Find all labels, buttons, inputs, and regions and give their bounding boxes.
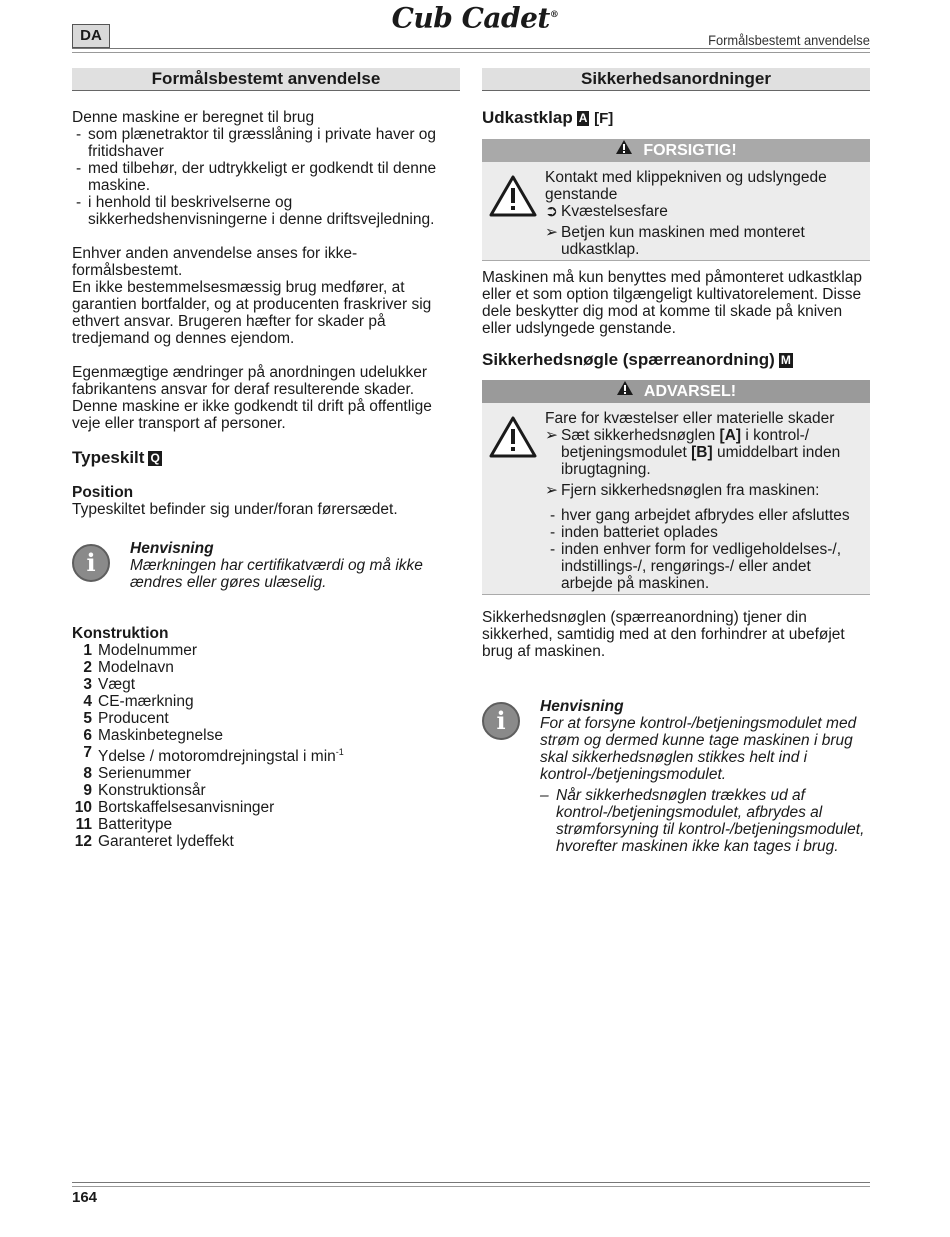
item-number: 9	[83, 782, 92, 800]
footer-rule-thin	[72, 1186, 870, 1187]
typeskilt-heading	[72, 449, 460, 466]
list-item	[72, 727, 460, 744]
caution-label: FORSIGTIG!	[643, 142, 737, 159]
brand-logo	[385, 0, 565, 35]
position-text: Typeskiltet befinder sig under/foran førersædet.	[72, 501, 398, 518]
list-item: - med tilbehør, der udtrykkeligt er godkendt til denne maskine.	[72, 160, 460, 194]
header-rule	[72, 48, 870, 49]
list-item	[72, 744, 460, 765]
list-item: - hver gang arbejdet afbrydes eller afsluttes	[545, 507, 862, 524]
logo-registered-mark: ®	[549, 10, 559, 20]
item-label	[98, 744, 344, 765]
item-number: 11	[75, 816, 92, 834]
list-item	[72, 659, 460, 676]
item-label: Modelnummer	[98, 642, 198, 659]
item-label: Konstruktionsår	[98, 782, 206, 800]
list-item	[72, 642, 460, 659]
item-number: 4	[83, 693, 92, 710]
intro-text: Denne maskine er beregnet til brug	[72, 109, 315, 126]
warning-action	[545, 427, 862, 478]
arrow-right-icon: ➢	[545, 224, 558, 241]
arrow-right-icon: ➢	[545, 427, 558, 444]
arrow-right-icon: ➲	[545, 203, 558, 220]
item-label: Vægt	[98, 676, 136, 693]
warning-triangle-icon	[488, 415, 538, 459]
caution-text: Kontakt med klippekniven og udslyngede genstande	[545, 169, 827, 203]
note-text: Mærkningen har certifikatværdi og må ikke ændres eller gøres ulæselig.	[130, 557, 423, 591]
footer-rule	[72, 1182, 870, 1183]
list-item	[72, 782, 460, 799]
warning-triangle-icon	[616, 380, 634, 396]
warning-action	[545, 482, 862, 499]
warning-label: ADVARSEL!	[643, 383, 737, 400]
paragraph: En ikke bestemmelsesmæssig brug medfører, at garantien bortfalder, og at producenten fraskriver sig ethvert ansvar. Brugeren hæfter for skader på tredjemand og dennes ejendom.	[72, 279, 432, 347]
action-text-part: i kontrol-/ betjeningsmodulet	[561, 427, 810, 461]
list-item	[72, 676, 460, 693]
consequence-text: Kvæstelsesfare	[561, 203, 668, 220]
action-text-part: umiddelbart inden ibrugtagning.	[561, 444, 841, 478]
header-section-name: Formålsbestemt anvendelse	[708, 32, 870, 48]
warning-body	[482, 403, 870, 595]
item-number: 1	[83, 642, 92, 659]
paragraph: Maskinen må kun benyttes med påmonteret udkastklap eller et som option tilgængeligt kultivatorelement. Disse dele beskytter dig mod at komme til skade på kniven eller udslyngede genstande.	[482, 269, 862, 337]
note-title: Henvisning	[130, 540, 214, 557]
item-label: Garanteret lydeffekt	[98, 833, 234, 851]
note-box-left	[72, 540, 460, 591]
item-number: 5	[83, 710, 92, 727]
list-item	[72, 710, 460, 727]
caution-action	[545, 224, 862, 258]
list-item	[72, 693, 460, 710]
action-text-part: Sæt sikkerhedsnøglen	[561, 427, 716, 444]
item-number: 6	[83, 727, 92, 744]
note-subitem: – Når sikkerhedsnøglen trækkes ud af kontrol-/betjeningsmodulet, afbrydes al strømforsyning til kontrol-/betjeningsmodulet, hvorefter maskinen ikke kan tages i brug.	[540, 787, 870, 855]
list-item: - inden enhver form for vedligeholdelses-/, indstillings-/, rengørings-/ eller andet arbejde på maskinen.	[545, 541, 862, 592]
page-number: 164	[72, 1189, 98, 1206]
list-item: - som plænetraktor til græsslåning i private haver og fritidshaver	[72, 126, 460, 160]
key-label-m: M	[780, 353, 791, 367]
item-label: Producent	[98, 710, 169, 727]
paragraph: Denne maskine er ikke godkendt til drift på offentlige veje eller transport af personer.	[72, 398, 432, 432]
item-number: 3	[83, 676, 92, 693]
list-item	[72, 765, 460, 782]
udkastklap-ref: [F]	[594, 110, 614, 127]
caution-consequence	[545, 203, 862, 220]
item-label: CE-mærkning	[98, 693, 194, 710]
key-label-q: Q	[150, 451, 160, 465]
info-icon: i	[482, 702, 520, 740]
item-number: 12	[74, 833, 92, 851]
item-label: Bortskaffelsesanvisninger	[98, 799, 275, 817]
warning-list	[545, 507, 862, 592]
key-ref-b: [B]	[691, 444, 713, 461]
paragraph: Egenmægtige ændringer på anordningen udelukker fabrikantens ansvar for deraf resulterende skader.	[72, 364, 428, 398]
item-label: Batteritype	[98, 816, 173, 834]
konstruktion-heading: Konstruktion	[72, 625, 169, 642]
logo-text: Cub Cadet	[391, 1, 550, 35]
item-label-text: Ydelse / motoromdrejningstal i min	[98, 748, 336, 766]
konstruktion-list	[72, 642, 460, 850]
sikkerhedsnoegle-title: Sikkerhedsnøgle (spærreanordning)	[482, 350, 775, 369]
udkastklap-title: Udkastklap	[482, 108, 573, 127]
left-column	[72, 68, 460, 850]
action-text: Betjen kun maskinen med monteret udkastklap.	[561, 224, 805, 258]
intro-list	[72, 126, 460, 228]
caution-header	[482, 139, 870, 162]
header-rule-thin	[72, 52, 870, 53]
warning-box	[482, 380, 870, 595]
list-item: - i henhold til beskrivelserne og sikkerhedshenvisningerne i denne driftsvejledning.	[72, 194, 460, 228]
note-box-right	[482, 698, 870, 855]
info-icon: i	[72, 544, 110, 582]
section-title-left: Formålsbestemt anvendelse	[72, 68, 460, 91]
note-title: Henvisning	[540, 698, 624, 715]
item-number: 10	[74, 799, 92, 817]
typeskilt-title: Typeskilt	[72, 448, 145, 467]
caution-box	[482, 139, 870, 261]
list-item	[72, 799, 460, 816]
item-number: 7	[83, 744, 92, 761]
item-number: 2	[83, 659, 92, 676]
key-ref-a: [A]	[719, 427, 742, 444]
warning-text: Fare for kvæstelser eller materielle skader	[545, 410, 835, 427]
action-text	[561, 427, 840, 478]
action-text: Fjern sikkerhedsnøglen fra maskinen:	[561, 482, 820, 499]
position-heading: Position	[72, 484, 134, 501]
item-label: Serienummer	[98, 765, 192, 783]
arrow-right-icon: ➢	[545, 482, 558, 499]
paragraph: Enhver anden anvendelse anses for ikke-formålsbestemt.	[72, 245, 358, 279]
item-label-sup: -1	[335, 747, 344, 757]
list-item	[72, 816, 460, 833]
warning-header	[482, 380, 870, 403]
list-item	[72, 833, 460, 850]
language-badge: DA	[72, 24, 110, 48]
warning-triangle-icon	[488, 174, 538, 218]
caution-body	[482, 162, 870, 261]
list-item: - inden batteriet oplades	[545, 524, 862, 541]
sikkerhedsnoegle-heading	[482, 351, 870, 368]
key-label-a: A	[578, 111, 588, 125]
section-title-right: Sikkerhedsanordninger	[482, 68, 870, 91]
item-number: 8	[83, 765, 92, 783]
paragraph: Sikkerhedsnøglen (spærreanordning) tjener din sikkerhed, samtidig med at den forhindrer at ubeføjet brug af maskinen.	[482, 609, 845, 660]
note-text: For at forsyne kontrol-/betjeningsmodulet med strøm og dermed kunne tage maskinen i brug skal sikkerhedsnøglen stikkes helt ind i kontrol-/betjeningsmodulet.	[540, 715, 857, 783]
item-label: Modelnavn	[98, 659, 174, 676]
right-column	[482, 68, 870, 867]
warning-triangle-icon	[615, 139, 633, 155]
udkastklap-heading	[482, 109, 870, 127]
item-label: Maskinbetegnelse	[98, 727, 223, 744]
